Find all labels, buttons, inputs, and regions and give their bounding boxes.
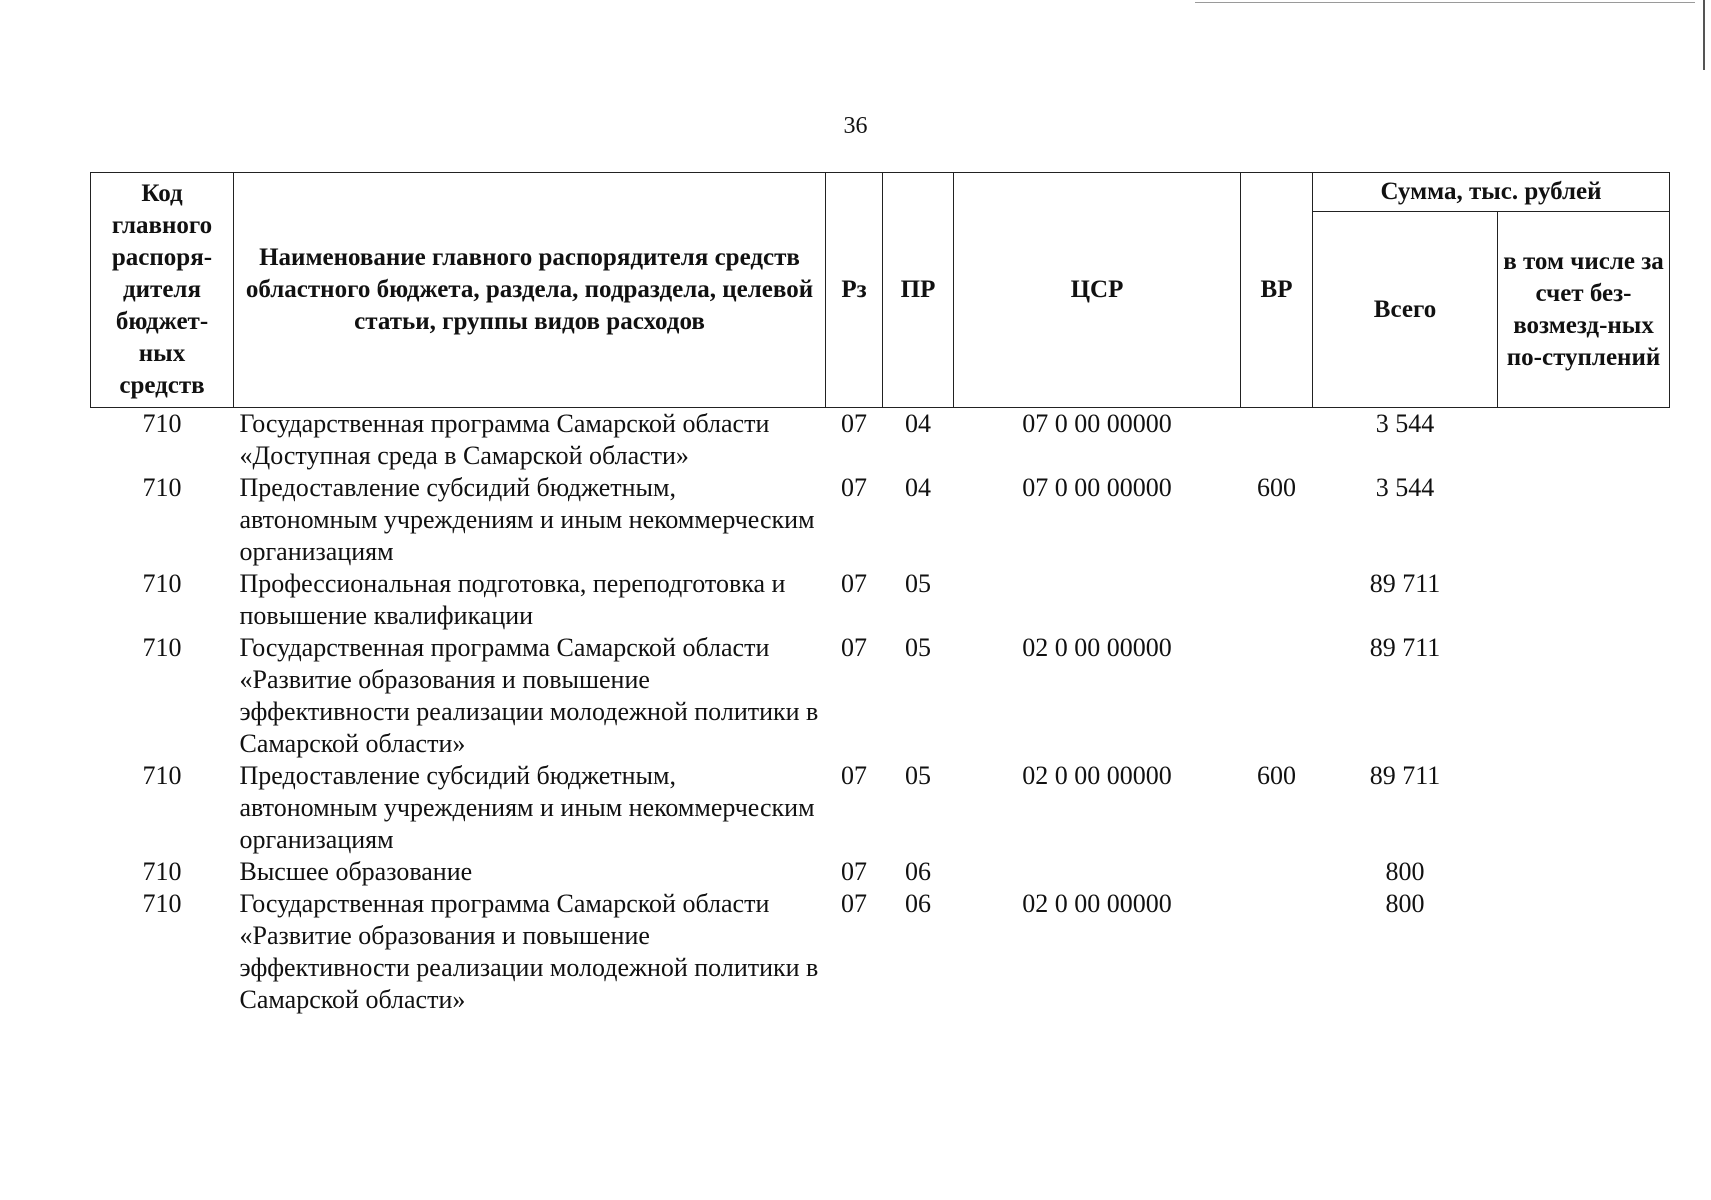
cell-name: Государственная программа Самарской области «Развитие образования и повышение эффективности реализации молодежной политики в Самарской области» (239, 889, 819, 1014)
cell-pr: 04 (905, 473, 931, 502)
cell-rz: 07 (841, 473, 867, 502)
cell-name: Государственная программа Самарской области «Доступная среда в Самарской области» (239, 409, 770, 470)
cell-code: 710 (142, 569, 182, 598)
header-csr: ЦСР (954, 173, 1241, 408)
cell-name: Профессиональная подготовка, переподготовка и повышение квалификации (239, 569, 786, 630)
cell-total: 800 (1385, 889, 1425, 918)
page-number: 36 (843, 113, 868, 139)
cell-grants (1498, 472, 1670, 568)
header-rz: Рз (826, 173, 883, 408)
cell-vr: 600 (1257, 473, 1296, 502)
cell-total: 89 711 (1369, 569, 1441, 598)
table-row (91, 632, 1670, 760)
budget-table (90, 172, 1670, 1016)
table-row (91, 760, 1670, 856)
header-sum-group: Сумма, тыс. рублей (1313, 173, 1670, 212)
cell-csr: 02 0 00 00000 (1022, 889, 1172, 918)
header-name: Наименование главного распорядителя средств областного бюджета, раздела, подраздела, целевой статьи, группы видов расходов (234, 173, 826, 408)
table-row (91, 408, 1670, 473)
cell-pr: 05 (905, 569, 931, 598)
header-pr: ПР (883, 173, 954, 408)
scan-top-rule (1195, 2, 1695, 3)
cell-name: Предоставление субсидий бюджетным, автономным учреждениям и иным некоммерческим организациям (239, 761, 815, 854)
cell-csr (954, 856, 1241, 888)
cell-grants (1498, 856, 1670, 888)
cell-total: 3 544 (1375, 473, 1435, 502)
table-body (91, 408, 1670, 1017)
table-row (91, 472, 1670, 568)
cell-csr (954, 568, 1241, 632)
cell-pr: 06 (905, 857, 931, 886)
cell-name: Предоставление субсидий бюджетным, автономным учреждениям и иным некоммерческим организациям (239, 473, 815, 566)
cell-name: Государственная программа Самарской области «Развитие образования и повышение эффективности реализации молодежной политики в Самарской области» (239, 633, 819, 758)
header-sum-grants: в том числе за счет без-возмезд-ных по-ступлений (1498, 212, 1670, 408)
cell-vr: 600 (1257, 761, 1296, 790)
cell-code: 710 (142, 889, 182, 918)
cell-code: 710 (142, 761, 182, 790)
header-code: Код главного распоря-дителя бюджет-ных средств (91, 173, 234, 408)
cell-grants (1498, 888, 1670, 1016)
cell-rz: 07 (841, 857, 867, 886)
cell-code: 710 (142, 633, 182, 662)
table-row (91, 888, 1670, 1016)
cell-pr: 05 (905, 761, 931, 790)
cell-csr: 07 0 00 00000 (1022, 473, 1172, 502)
cell-csr: 02 0 00 00000 (1022, 761, 1172, 790)
cell-pr: 05 (905, 633, 931, 662)
cell-total: 3 544 (1375, 409, 1435, 438)
cell-pr: 04 (905, 409, 931, 438)
scan-edge-rule (1703, 0, 1705, 70)
table-row (91, 856, 1670, 888)
cell-rz: 07 (841, 889, 867, 918)
cell-vr (1241, 568, 1313, 632)
cell-grants (1498, 408, 1670, 473)
table-row (91, 568, 1670, 632)
cell-total: 800 (1385, 857, 1425, 886)
cell-csr: 02 0 00 00000 (1022, 633, 1172, 662)
table-header (91, 173, 1670, 408)
cell-grants (1498, 760, 1670, 856)
cell-vr (1241, 856, 1313, 888)
cell-total: 89 711 (1369, 633, 1441, 662)
cell-code: 710 (142, 409, 182, 438)
cell-rz: 07 (841, 409, 867, 438)
cell-code: 710 (142, 473, 182, 502)
header-sum-total: Всего (1313, 212, 1498, 408)
cell-vr (1241, 408, 1313, 473)
cell-csr: 07 0 00 00000 (1022, 409, 1172, 438)
cell-grants (1498, 568, 1670, 632)
cell-rz: 07 (841, 761, 867, 790)
cell-grants (1498, 632, 1670, 760)
cell-name: Высшее образование (239, 857, 473, 886)
cell-total: 89 711 (1369, 761, 1441, 790)
cell-rz: 07 (841, 633, 867, 662)
cell-vr (1241, 888, 1313, 1016)
cell-code: 710 (142, 857, 182, 886)
cell-vr (1241, 632, 1313, 760)
header-vr: ВР (1241, 173, 1313, 408)
cell-rz: 07 (841, 569, 867, 598)
cell-pr: 06 (905, 889, 931, 918)
